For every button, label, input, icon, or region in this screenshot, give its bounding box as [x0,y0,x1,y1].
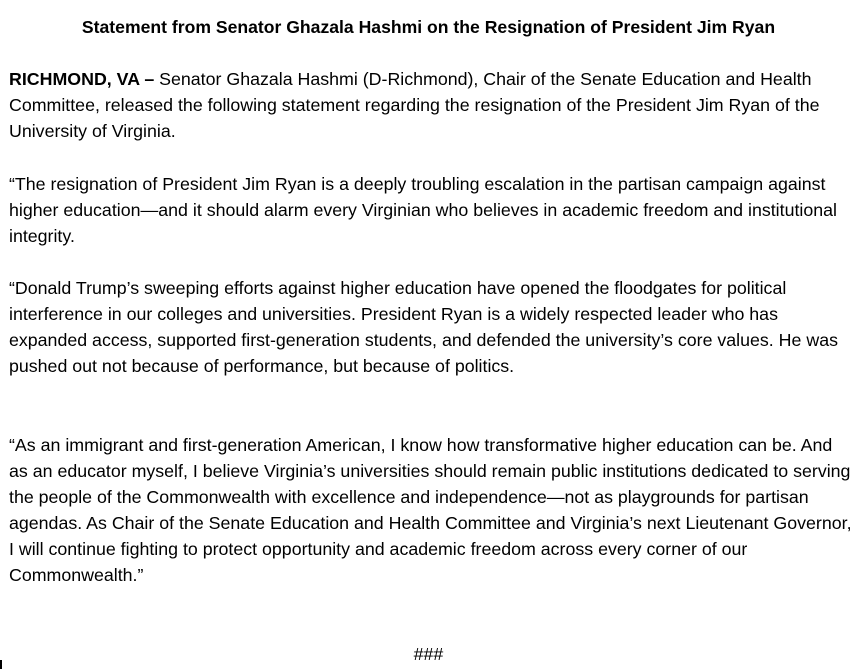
statement-paragraph-2: “Donald Trump’s sweeping efforts against higher education have opened the floodgates for political interference in our colleges and universities. President Ryan is a widely respected leader who has expanded access, supported first-generation students, and defended the university’s core values. He was pushed out not because of performance, but because of politics. [9,278,838,376]
dateline: RICHMOND, VA – [9,69,155,89]
statement-paragraph-1: “The resignation of President Jim Ryan is a deeply troubling escalation in the partisan campaign against higher education—and it should alarm every Virginian who believes in academic freedom and institutional integrity. [9,174,837,246]
intro-paragraph [9,66,855,144]
statement-paragraph-3: “As an immigrant and first-generation American, I know how transformative higher education can be. And as an educator myself, I believe Virginia’s universities should remain public institutions dedicated to serving the people of the Commonwealth with excellence and independence—not as playgrounds for partisan agendas. As Chair of the Senate Education and Health Committee and Virginia’s next Lieutenant Governor, I will continue fighting to protect opportunity and academic freedom across every corner of our Commonwealth.” [9,435,852,585]
document-title: Statement from Senator Ghazala Hashmi on the Resignation of President Jim Ryan [81,17,776,37]
end-mark: ### [413,644,444,664]
intro-text: Senator Ghazala Hashmi (D-Richmond), Chair of the Senate Education and Health Committee, released the following statement regarding the resignation of the President Jim Ryan of the University of Virginia. [9,69,820,141]
page-edge-divider [0,660,2,669]
